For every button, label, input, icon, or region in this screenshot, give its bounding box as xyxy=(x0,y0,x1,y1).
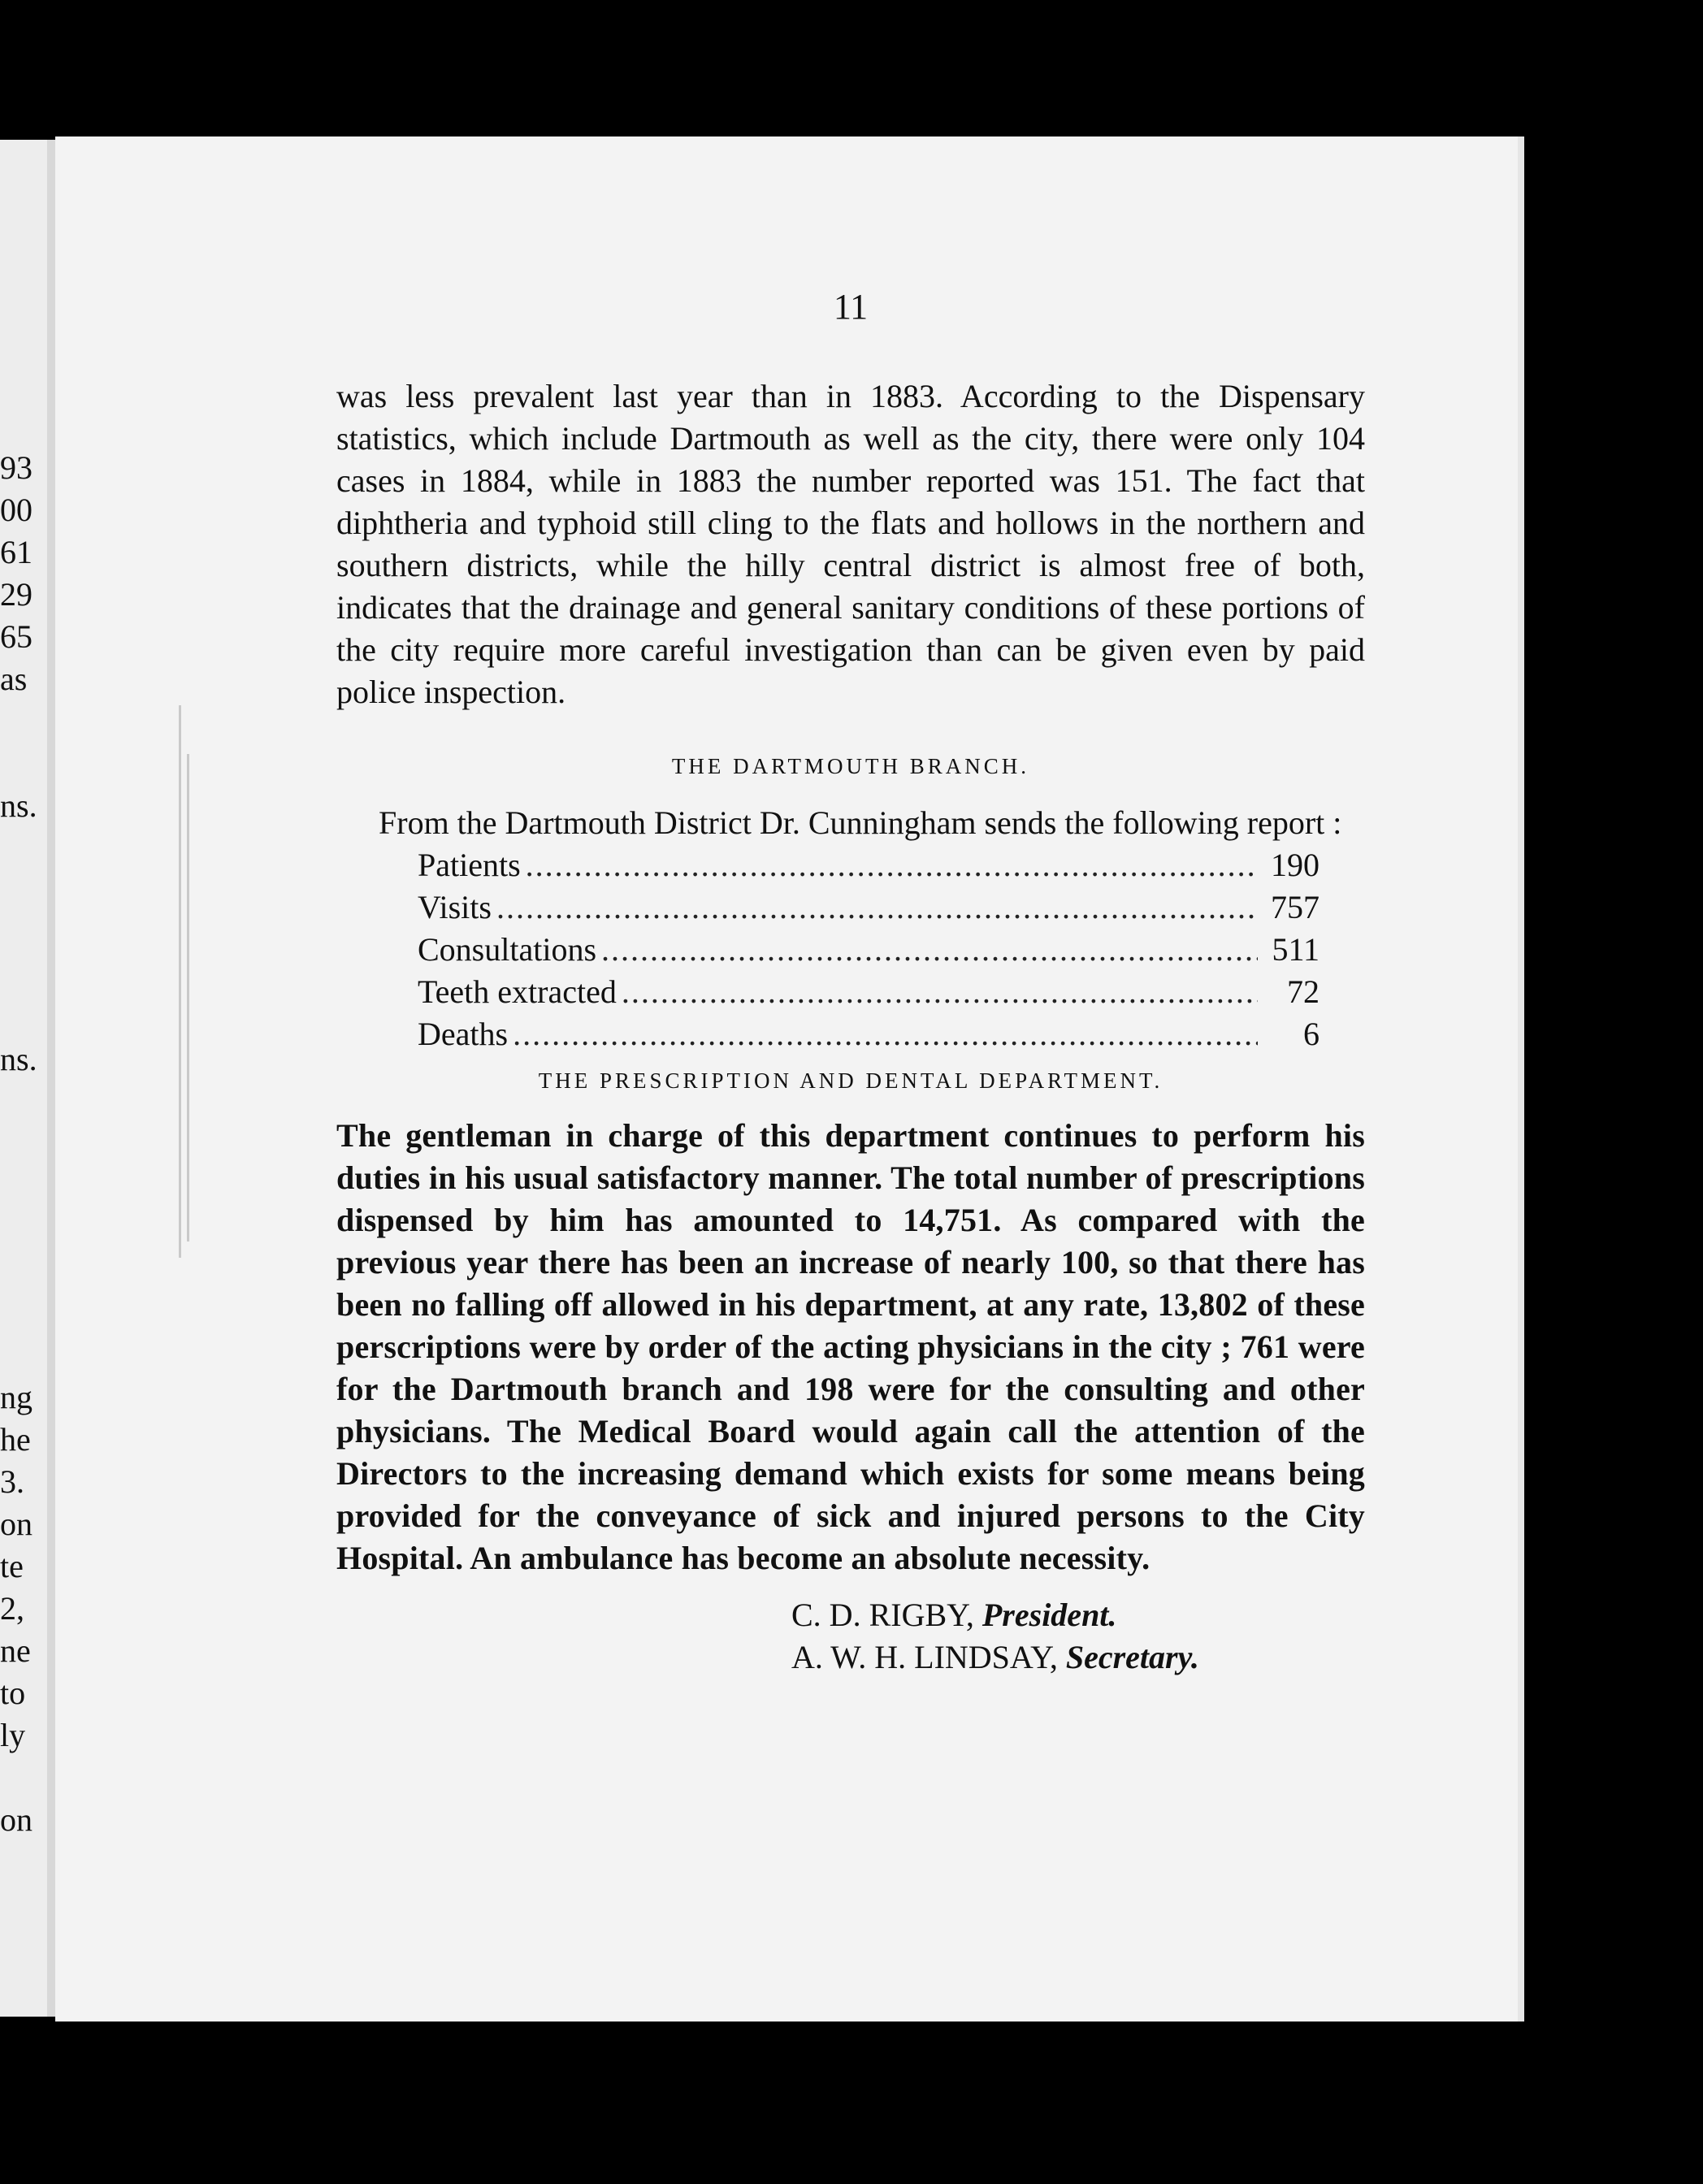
left-page-fragments xyxy=(0,447,47,1841)
left-fragment: te xyxy=(0,1548,24,1584)
report-value: 72 xyxy=(1287,973,1320,1010)
left-fragment: ns. xyxy=(0,1041,37,1077)
heading-dartmouth-branch: THE DARTMOUTH BRANCH. xyxy=(671,754,1030,778)
paragraph-dartmouth-intro: From the Dartmouth District Dr. Cunningham sends the following report : xyxy=(379,804,1342,841)
book-spine xyxy=(47,140,55,2017)
paragraph-prescription: The gentleman in charge of this department continues to perform his duties in his usual satisfactory manner. The total number of prescriptions dispensed by him has amounted to 14,751. As compared with the previous year there has been an increase of nearly 100, so that there has been no falling off allowed in his department, at any rate, 13,802 of these perscriptions were by order of the acting physicians in the city ; 761 were for the Dartmouth branch and 198 were for the consulting and other physicians. The Medical Board would again call the attention of the Directors to the increasing demand which exists for some means being provided for the conveyance of sick and injured persons to the City Hospital. An ambulance has become an absolute necessity. xyxy=(336,1117,1365,1576)
binding-thread xyxy=(179,705,181,1258)
left-fragment xyxy=(0,912,47,954)
page-number: 11 xyxy=(833,287,869,327)
report-label: Visits xyxy=(418,889,492,925)
report-value: 190 xyxy=(1271,847,1320,883)
dartmouth-report xyxy=(336,844,1365,1055)
signature-president xyxy=(336,1594,1365,1636)
report-row xyxy=(418,844,1320,886)
text-column xyxy=(336,375,1365,1679)
dot-leader xyxy=(622,971,1258,1013)
paragraph-diphtheria: was less prevalent last year than in 1883. According to the Dispensary statistics, which include Dartmouth as well as the city, there were only 104 cases in 1884, while in 1883 the number reported was 151. The fact that diphtheria and typhoid still cling to the flats and hollows in the northern and southern districts, while the hilly central district is almost free of both, indicates that the drainage and general sanitary conditions of these portions of the city require more careful investigation than can be given even by paid police inspection. xyxy=(336,378,1365,710)
secretary-title: Secretary. xyxy=(1065,1639,1199,1675)
left-fragment xyxy=(0,869,47,912)
left-fragment xyxy=(0,1123,47,1165)
left-fragment: 2, xyxy=(0,1590,24,1627)
left-fragment: as xyxy=(0,661,28,697)
signature-block xyxy=(336,1594,1365,1679)
page-edge xyxy=(1518,136,1524,2022)
left-fragment xyxy=(0,1250,47,1292)
report-label: Consultations xyxy=(418,931,597,968)
left-fragment xyxy=(0,700,47,743)
report-value: 511 xyxy=(1272,931,1320,968)
report-label: Patients xyxy=(418,847,521,883)
left-fragment: 3. xyxy=(0,1463,24,1500)
left-fragment: he xyxy=(0,1421,31,1458)
left-fragment xyxy=(0,1165,47,1207)
left-fragment xyxy=(0,996,47,1038)
left-fragment xyxy=(0,827,47,869)
left-fragment: 61 xyxy=(0,534,32,570)
left-fragment: ly xyxy=(0,1717,26,1753)
report-row xyxy=(418,1013,1320,1055)
dot-leader xyxy=(526,844,1258,886)
report-row xyxy=(418,886,1320,929)
left-fragment: 93 xyxy=(0,449,32,486)
left-fragment xyxy=(0,1292,47,1334)
left-fragment xyxy=(0,1081,47,1123)
dot-leader xyxy=(601,929,1258,971)
left-fragment: on xyxy=(0,1506,32,1542)
binding-thread xyxy=(187,754,189,1242)
left-fragment: 29 xyxy=(0,576,32,613)
left-fragment: 65 xyxy=(0,618,32,655)
left-fragment: to xyxy=(0,1675,26,1711)
left-fragment xyxy=(0,954,47,996)
report-value: 757 xyxy=(1271,889,1320,925)
president-name: C. D. RIGBY, xyxy=(791,1597,974,1633)
report-label: Teeth extracted xyxy=(418,973,617,1010)
left-fragment xyxy=(0,743,47,785)
left-fragment: ng xyxy=(0,1379,32,1415)
report-label: Deaths xyxy=(418,1016,509,1052)
heading-prescription-department: THE PRESCRIPTION AND DENTAL DEPARTMENT. xyxy=(538,1068,1164,1093)
report-value: 6 xyxy=(1303,1016,1320,1052)
left-fragment: 00 xyxy=(0,492,32,528)
left-fragment: ns. xyxy=(0,787,37,824)
president-title: President. xyxy=(982,1597,1117,1633)
signature-secretary xyxy=(336,1636,1365,1679)
left-fragment xyxy=(0,1334,47,1376)
left-fragment xyxy=(0,1207,47,1250)
report-row xyxy=(418,971,1320,1013)
dot-leader xyxy=(513,1013,1258,1055)
left-fragment: on xyxy=(0,1801,32,1838)
secretary-name: A. W. H. LINDSAY, xyxy=(791,1639,1058,1675)
left-fragment: ne xyxy=(0,1632,31,1669)
dot-leader xyxy=(496,886,1258,929)
report-row xyxy=(418,929,1320,971)
left-fragment xyxy=(0,1757,47,1799)
